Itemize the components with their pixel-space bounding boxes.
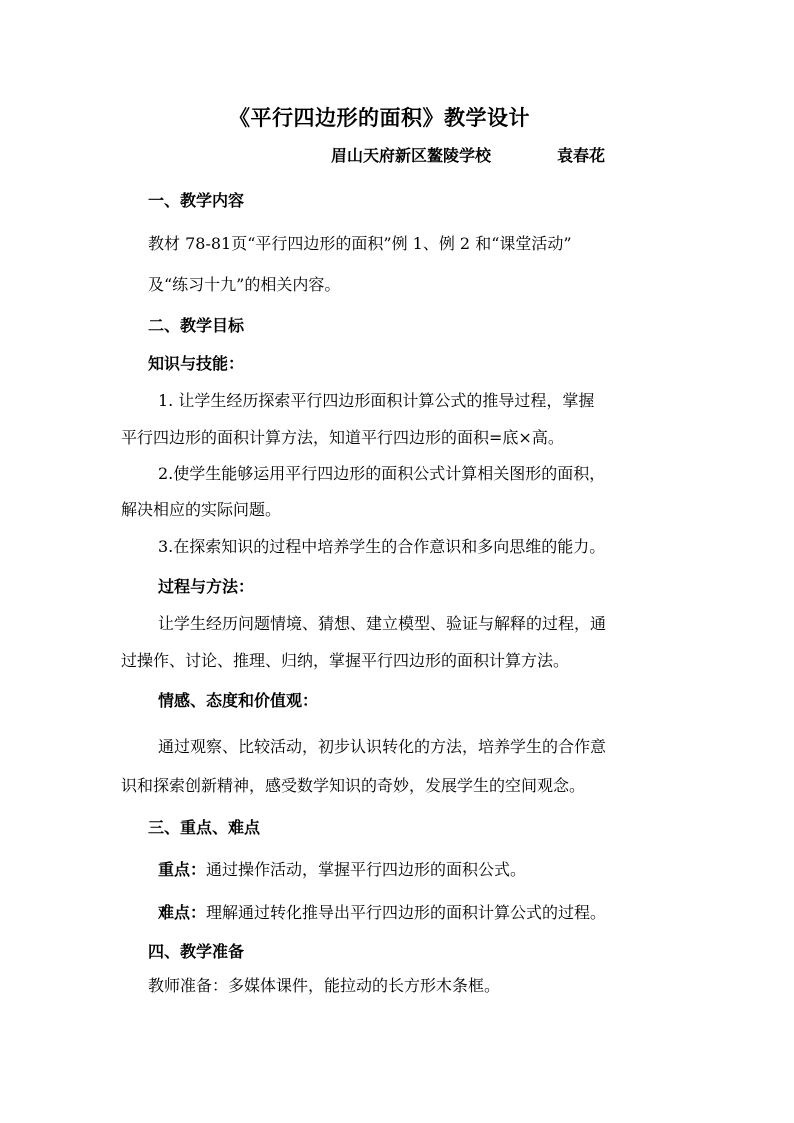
paragraph-line: 1. 让学生经历探索平行四边形面积计算公式的推导过程，掌握 <box>158 391 595 410</box>
paragraph-line: 过操作、讨论、推理、归纳，掌握平行四边形的面积计算方法。 <box>121 651 570 670</box>
section-heading-key-points: 三、重点、难点 <box>148 818 261 837</box>
paragraph-line: 教师准备：多媒体课件，能拉动的长方形木条框。 <box>148 976 501 995</box>
subheading-emotion: 情感、态度和价值观： <box>158 691 319 710</box>
author-name: 袁春花 <box>557 146 606 165</box>
label-difficult: 难点： <box>158 903 207 922</box>
paragraph-line <box>158 905 606 921</box>
paragraph-line: 解决相应的实际问题。 <box>121 500 282 519</box>
paragraph-line: 识和探索创新精神，感受数学知识的奇妙，发展学生的空间观念。 <box>121 776 586 795</box>
paragraph-line: 通过观察、比较活动，初步认识转化的方法，培养学生的合作意 <box>158 737 607 756</box>
paragraph-line <box>158 862 526 878</box>
paragraph-line: 3.在探索知识的过程中培养学生的合作意识和多向思维的能力。 <box>158 537 606 556</box>
text-key: 通过操作活动，掌握平行四边形的面积公式。 <box>206 860 527 879</box>
subheading-process: 过程与方法： <box>158 577 255 596</box>
paragraph-line: 平行四边形的面积计算方法，知道平行四边形的面积=底×高。 <box>121 428 564 447</box>
paragraph-line: 2.使学生能够运用平行四边形的面积公式计算相关图形的面积， <box>158 464 606 483</box>
label-key: 重点： <box>158 860 207 879</box>
school-name: 眉山天府新区鳌陵学校 <box>331 146 492 165</box>
document-title: 《平行四边形的面积》教学设计 <box>229 105 530 130</box>
text-difficult: 理解通过转化推导出平行四边形的面积计算公式的过程。 <box>206 903 607 922</box>
paragraph-line: 及“练习十九”的相关内容。 <box>148 275 341 294</box>
section-heading-content: 一、教学内容 <box>148 191 245 210</box>
paragraph-line: 教材 78-81页“平行四边形的面积”例 1、例 2 和“课堂活动” <box>148 234 572 253</box>
section-heading-preparation: 四、教学准备 <box>148 942 245 961</box>
section-heading-goals: 二、教学目标 <box>148 316 245 335</box>
subheading-knowledge: 知识与技能： <box>148 354 245 373</box>
paragraph-line: 让学生经历问题情境、猜想、建立模型、验证与解释的过程，通 <box>158 614 607 633</box>
